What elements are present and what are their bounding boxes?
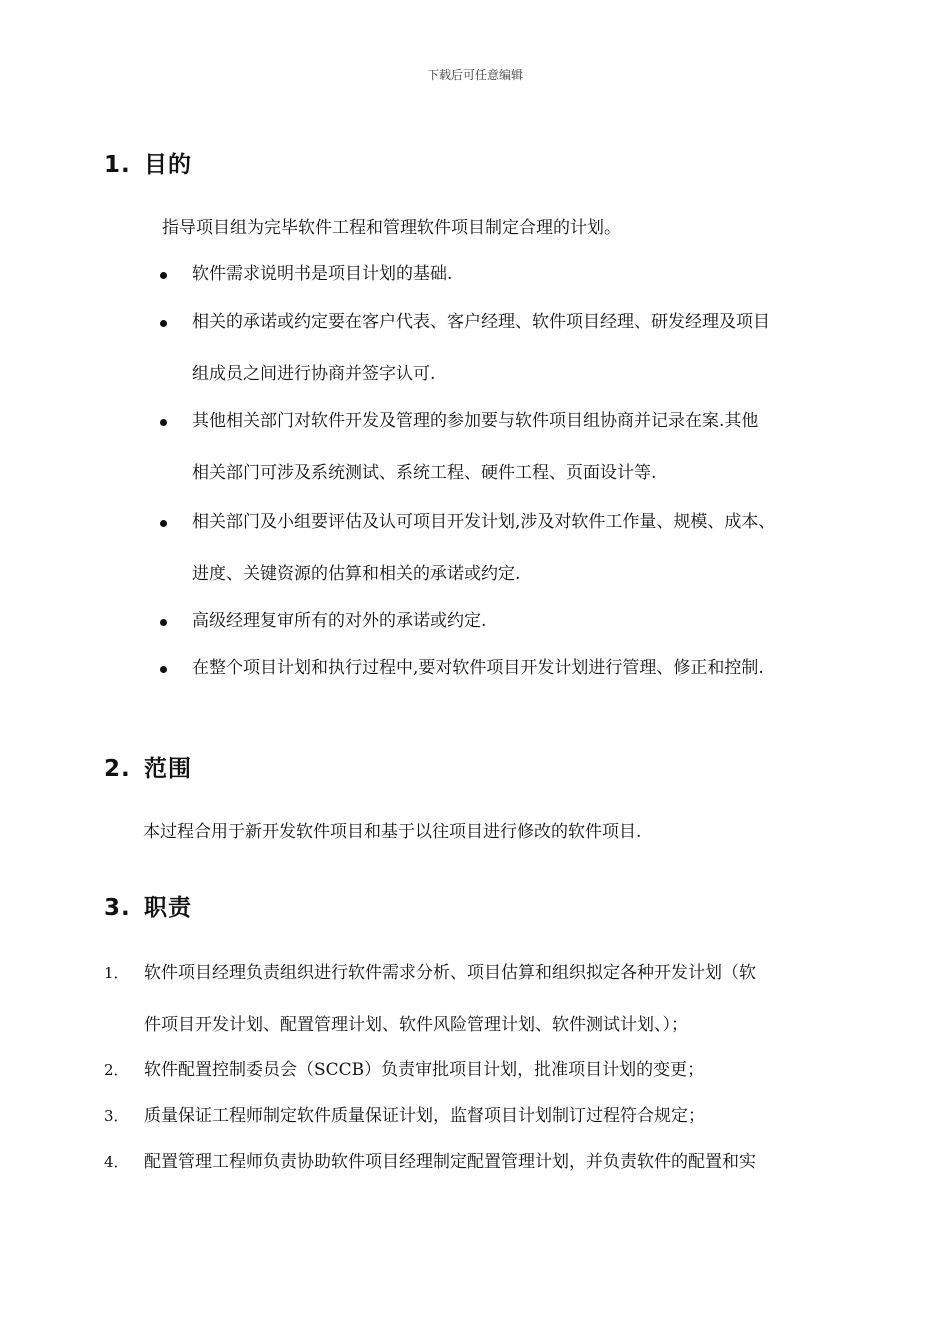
bullet-text-continued: 组成员之间进行协商并签字认可. — [192, 364, 436, 384]
bullet-text: 在整个项目计划和执行过程中,要对软件项目开发计划进行管理、修正和控制. — [192, 658, 764, 678]
section-heading: 目的 — [144, 152, 192, 178]
section-number: 1. — [104, 152, 131, 178]
item-text-continued: 件项目开发计划、配置管理计划、软件风险管理计划、软件测试计划、）； — [144, 1015, 688, 1035]
section-number: 2. — [104, 756, 131, 782]
bullet-icon — [160, 666, 167, 673]
header-note: 下载后可任意编辑 — [426, 68, 523, 82]
bullet-text-continued: 相关部门可涉及系统测试、系统工程、硬件工程、页面设计等. — [192, 463, 657, 483]
bullet-text: 相关的承诺或约定要在客户代表、客户经理、软件项目经理、研发经理及项目 — [192, 312, 770, 332]
item-index: 4． — [104, 1153, 129, 1171]
item-text: 软件配置控制委员会（SCCB）负责审批项目计划，批准项目计划的变更； — [144, 1060, 705, 1080]
section-heading: 范围 — [144, 756, 192, 782]
section-1-title — [104, 146, 192, 179]
bullet-text: 相关部门及小组要评估及认可项目开发计划,涉及对软件工作量、规模、成本、 — [192, 512, 776, 532]
bullet-text: 软件需求说明书是项目计划的基础. — [192, 264, 453, 284]
item-text: 配置管理工程师负责协助软件项目经理制定配置管理计划，并负责软件的配置和实 — [144, 1152, 756, 1172]
section-number: 3. — [104, 895, 131, 921]
bullet-icon — [160, 419, 167, 426]
item-index: 3． — [104, 1107, 129, 1125]
section-heading: 职责 — [144, 895, 192, 921]
section-2-intro: 本过程合用于新开发软件项目和基于以往项目进行修改的软件项目. — [143, 822, 642, 842]
bullet-icon — [160, 520, 167, 527]
bullet-icon — [160, 272, 167, 279]
bullet-icon — [160, 320, 167, 327]
section-1-intro: 指导项目组为完毕软件工程和管理软件项目制定合理的计划。 — [162, 218, 621, 238]
item-text: 软件项目经理负责组织进行软件需求分析、项目估算和组织拟定各种开发计划（软 — [144, 963, 756, 983]
section-3-title — [104, 889, 192, 922]
bullet-text-continued: 进度、关键资源的估算和相关的承诺或约定. — [192, 564, 521, 584]
item-index: 2． — [104, 1061, 129, 1079]
bullet-text: 其他相关部门对软件开发及管理的参加要与软件项目组协商并记录在案.其他 — [192, 411, 759, 431]
bullet-icon — [160, 619, 167, 626]
bullet-text: 高级经理复审所有的对外的承诺或约定. — [192, 611, 487, 631]
item-index: 1． — [104, 964, 129, 982]
section-2-title — [104, 750, 192, 783]
item-text: 质量保证工程师制定软件质量保证计划，监督项目计划制订过程符合规定； — [144, 1106, 705, 1126]
